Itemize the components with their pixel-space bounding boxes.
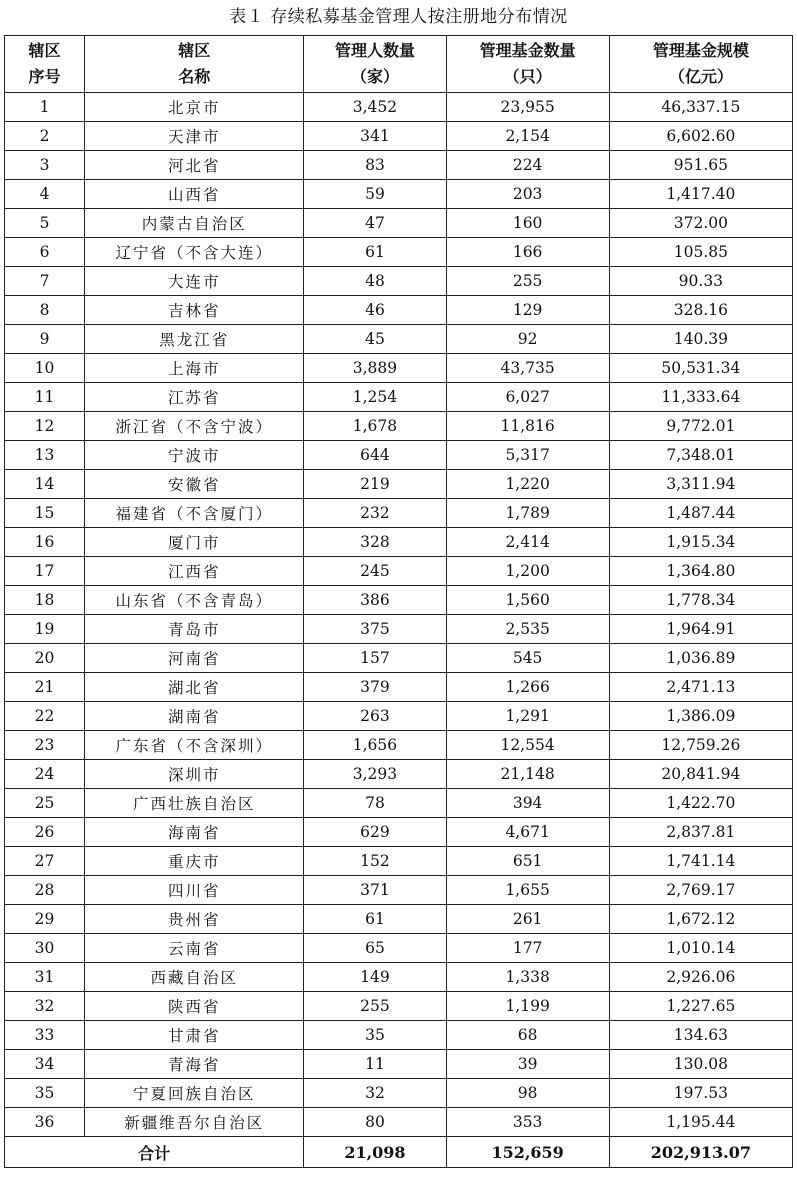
cell-number: 22 [5, 702, 85, 731]
cell-region-name: 湖北省 [85, 673, 304, 702]
cell-fund-scale: 1,010.14 [609, 934, 792, 963]
table-footer [5, 1137, 793, 1168]
cell-number: 27 [5, 847, 85, 876]
cell-fund-scale: 372.00 [609, 209, 792, 238]
cell-fund-scale: 951.65 [609, 151, 792, 180]
cell-fund-count: 545 [446, 644, 609, 673]
cell-region-name: 广东省（不含深圳） [85, 731, 304, 760]
cell-fund-count: 203 [446, 180, 609, 209]
cell-region-name: 新疆维吾尔自治区 [85, 1108, 304, 1137]
cell-manager-count: 61 [304, 905, 446, 934]
cell-number: 3 [5, 151, 85, 180]
cell-fund-count: 166 [446, 238, 609, 267]
cell-region-name: 大连市 [85, 267, 304, 296]
cell-fund-count: 160 [446, 209, 609, 238]
cell-fund-count: 394 [446, 789, 609, 818]
cell-fund-count: 353 [446, 1108, 609, 1137]
cell-fund-count: 255 [446, 267, 609, 296]
cell-region-name: 辽宁省（不含大连） [85, 238, 304, 267]
cell-fund-count: 1,655 [446, 876, 609, 905]
table-row [5, 644, 793, 673]
header-fund-count [446, 36, 609, 93]
cell-number: 19 [5, 615, 85, 644]
cell-fund-scale: 2,926.06 [609, 963, 792, 992]
cell-fund-scale: 7,348.01 [609, 441, 792, 470]
cell-number: 33 [5, 1021, 85, 1050]
cell-region-name: 湖南省 [85, 702, 304, 731]
cell-number: 26 [5, 818, 85, 847]
cell-fund-count: 224 [446, 151, 609, 180]
cell-region-name: 上海市 [85, 354, 304, 383]
cell-fund-scale: 1,422.70 [609, 789, 792, 818]
cell-fund-count: 12,554 [446, 731, 609, 760]
cell-fund-count: 1,789 [446, 499, 609, 528]
cell-fund-count: 1,199 [446, 992, 609, 1021]
header-manager-count [304, 36, 446, 93]
cell-fund-count: 2,414 [446, 528, 609, 557]
cell-manager-count: 341 [304, 122, 446, 151]
cell-number: 15 [5, 499, 85, 528]
cell-fund-scale: 328.16 [609, 296, 792, 325]
total-scale: 202,913.07 [609, 1137, 792, 1168]
cell-fund-count: 2,154 [446, 122, 609, 151]
header-line: 辖区 [178, 41, 211, 60]
cell-fund-scale: 140.39 [609, 325, 792, 354]
cell-region-name: 重庆市 [85, 847, 304, 876]
cell-manager-count: 48 [304, 267, 446, 296]
cell-manager-count: 375 [304, 615, 446, 644]
cell-manager-count: 3,452 [304, 93, 446, 122]
cell-manager-count: 644 [304, 441, 446, 470]
cell-number: 2 [5, 122, 85, 151]
cell-manager-count: 32 [304, 1079, 446, 1108]
table-row [5, 412, 793, 441]
cell-fund-scale: 50,531.34 [609, 354, 792, 383]
cell-number: 7 [5, 267, 85, 296]
cell-manager-count: 3,293 [304, 760, 446, 789]
table-row [5, 818, 793, 847]
header-line: 名称 [178, 67, 211, 86]
cell-number: 1 [5, 93, 85, 122]
cell-region-name: 吉林省 [85, 296, 304, 325]
header-line: 管理人数量 [334, 41, 415, 60]
cell-manager-count: 152 [304, 847, 446, 876]
cell-fund-count: 177 [446, 934, 609, 963]
total-managers: 21,098 [304, 1137, 446, 1168]
cell-manager-count: 35 [304, 1021, 446, 1050]
total-funds: 152,659 [446, 1137, 609, 1168]
cell-region-name: 河北省 [85, 151, 304, 180]
cell-manager-count: 65 [304, 934, 446, 963]
cell-manager-count: 379 [304, 673, 446, 702]
cell-region-name: 江西省 [85, 557, 304, 586]
header-region-name [85, 36, 304, 93]
header-row [5, 36, 793, 93]
total-row [5, 1137, 793, 1168]
cell-fund-count: 68 [446, 1021, 609, 1050]
cell-fund-scale: 3,311.94 [609, 470, 792, 499]
table-row [5, 1108, 793, 1137]
cell-number: 10 [5, 354, 85, 383]
cell-number: 5 [5, 209, 85, 238]
cell-fund-count: 1,338 [446, 963, 609, 992]
cell-fund-scale: 1,036.89 [609, 644, 792, 673]
cell-fund-count: 1,560 [446, 586, 609, 615]
cell-region-name: 云南省 [85, 934, 304, 963]
cell-region-name: 河南省 [85, 644, 304, 673]
table-row [5, 354, 793, 383]
cell-region-name: 厦门市 [85, 528, 304, 557]
table-row [5, 760, 793, 789]
cell-region-name: 西藏自治区 [85, 963, 304, 992]
cell-region-name: 甘肃省 [85, 1021, 304, 1050]
cell-fund-count: 1,266 [446, 673, 609, 702]
cell-number: 25 [5, 789, 85, 818]
cell-fund-scale: 1,741.14 [609, 847, 792, 876]
cell-number: 18 [5, 586, 85, 615]
table-row [5, 1050, 793, 1079]
cell-fund-scale: 2,471.13 [609, 673, 792, 702]
cell-region-name: 安徽省 [85, 470, 304, 499]
cell-fund-count: 1,291 [446, 702, 609, 731]
cell-manager-count: 149 [304, 963, 446, 992]
cell-number: 31 [5, 963, 85, 992]
cell-fund-count: 4,671 [446, 818, 609, 847]
cell-fund-scale: 12,759.26 [609, 731, 792, 760]
table-row [5, 1079, 793, 1108]
cell-fund-scale: 46,337.15 [609, 93, 792, 122]
cell-region-name: 陕西省 [85, 992, 304, 1021]
table-body [5, 93, 793, 1137]
cell-number: 6 [5, 238, 85, 267]
table-row [5, 731, 793, 760]
cell-region-name: 贵州省 [85, 905, 304, 934]
cell-fund-count: 6,027 [446, 383, 609, 412]
cell-fund-scale: 9,772.01 [609, 412, 792, 441]
cell-number: 34 [5, 1050, 85, 1079]
cell-manager-count: 11 [304, 1050, 446, 1079]
cell-fund-scale: 1,915.34 [609, 528, 792, 557]
table-row [5, 470, 793, 499]
table-row [5, 934, 793, 963]
cell-number: 28 [5, 876, 85, 905]
table-row [5, 499, 793, 528]
table-row [5, 673, 793, 702]
cell-manager-count: 46 [304, 296, 446, 325]
cell-manager-count: 3,889 [304, 354, 446, 383]
cell-manager-count: 47 [304, 209, 446, 238]
table-row [5, 905, 793, 934]
table-row [5, 209, 793, 238]
cell-fund-scale: 1,964.91 [609, 615, 792, 644]
table-row [5, 238, 793, 267]
cell-number: 30 [5, 934, 85, 963]
header-line: 管理基金规模 [652, 41, 749, 60]
cell-number: 8 [5, 296, 85, 325]
cell-fund-count: 92 [446, 325, 609, 354]
table-row [5, 847, 793, 876]
table-row [5, 992, 793, 1021]
cell-fund-scale: 105.85 [609, 238, 792, 267]
cell-manager-count: 78 [304, 789, 446, 818]
total-label: 合计 [5, 1137, 304, 1168]
cell-fund-scale: 1,195.44 [609, 1108, 792, 1137]
cell-region-name: 青海省 [85, 1050, 304, 1079]
cell-region-name: 宁夏回族自治区 [85, 1079, 304, 1108]
cell-fund-scale: 1,417.40 [609, 180, 792, 209]
table-row [5, 789, 793, 818]
table-row [5, 702, 793, 731]
cell-fund-scale: 134.63 [609, 1021, 792, 1050]
cell-fund-scale: 1,227.65 [609, 992, 792, 1021]
table-row [5, 876, 793, 905]
table-row [5, 528, 793, 557]
cell-fund-count: 98 [446, 1079, 609, 1108]
cell-manager-count: 629 [304, 818, 446, 847]
cell-region-name: 广西壮族自治区 [85, 789, 304, 818]
cell-region-name: 黑龙江省 [85, 325, 304, 354]
header-line: （家） [350, 67, 399, 86]
cell-region-name: 深圳市 [85, 760, 304, 789]
cell-fund-count: 21,148 [446, 760, 609, 789]
table-row [5, 383, 793, 412]
cell-manager-count: 263 [304, 702, 446, 731]
table-title: 表１ 存续私募基金管理人按注册地分布情况 [229, 7, 568, 27]
cell-fund-scale: 11,333.64 [609, 383, 792, 412]
table-row [5, 122, 793, 151]
cell-number: 9 [5, 325, 85, 354]
cell-fund-count: 5,317 [446, 441, 609, 470]
cell-manager-count: 157 [304, 644, 446, 673]
cell-number: 32 [5, 992, 85, 1021]
cell-fund-count: 11,816 [446, 412, 609, 441]
cell-manager-count: 328 [304, 528, 446, 557]
cell-fund-scale: 1,364.80 [609, 557, 792, 586]
cell-fund-scale: 20,841.94 [609, 760, 792, 789]
cell-manager-count: 219 [304, 470, 446, 499]
cell-number: 12 [5, 412, 85, 441]
cell-fund-scale: 2,837.81 [609, 818, 792, 847]
cell-number: 35 [5, 1079, 85, 1108]
header-line: 辖区 [28, 41, 61, 60]
cell-manager-count: 245 [304, 557, 446, 586]
table-row [5, 586, 793, 615]
cell-fund-count: 1,220 [446, 470, 609, 499]
cell-manager-count: 371 [304, 876, 446, 905]
cell-fund-scale: 90.33 [609, 267, 792, 296]
cell-fund-scale: 1,386.09 [609, 702, 792, 731]
header-region-number [5, 36, 85, 93]
table-row [5, 1021, 793, 1050]
cell-fund-scale: 2,769.17 [609, 876, 792, 905]
cell-number: 4 [5, 180, 85, 209]
registration-distribution-table [4, 35, 793, 1168]
cell-manager-count: 1,656 [304, 731, 446, 760]
cell-region-name: 山东省（不含青岛） [85, 586, 304, 615]
cell-fund-count: 43,735 [446, 354, 609, 383]
header-line: （亿元） [668, 67, 733, 86]
cell-number: 14 [5, 470, 85, 499]
cell-manager-count: 80 [304, 1108, 446, 1137]
header-line: 管理基金数量 [479, 41, 576, 60]
cell-fund-count: 261 [446, 905, 609, 934]
cell-manager-count: 1,254 [304, 383, 446, 412]
cell-region-name: 福建省（不含厦门） [85, 499, 304, 528]
cell-number: 24 [5, 760, 85, 789]
cell-number: 20 [5, 644, 85, 673]
cell-manager-count: 386 [304, 586, 446, 615]
cell-manager-count: 59 [304, 180, 446, 209]
cell-fund-count: 23,955 [446, 93, 609, 122]
header-line: （只） [503, 67, 552, 86]
cell-region-name: 天津市 [85, 122, 304, 151]
cell-region-name: 北京市 [85, 93, 304, 122]
cell-fund-count: 39 [446, 1050, 609, 1079]
cell-fund-scale: 1,672.12 [609, 905, 792, 934]
cell-fund-count: 1,200 [446, 557, 609, 586]
cell-number: 23 [5, 731, 85, 760]
cell-fund-scale: 1,487.44 [609, 499, 792, 528]
cell-fund-count: 129 [446, 296, 609, 325]
cell-region-name: 海南省 [85, 818, 304, 847]
table-row [5, 93, 793, 122]
cell-fund-scale: 1,778.34 [609, 586, 792, 615]
table-row [5, 180, 793, 209]
cell-manager-count: 255 [304, 992, 446, 1021]
cell-fund-scale: 197.53 [609, 1079, 792, 1108]
cell-number: 17 [5, 557, 85, 586]
cell-region-name: 浙江省（不含宁波） [85, 412, 304, 441]
cell-number: 29 [5, 905, 85, 934]
cell-region-name: 青岛市 [85, 615, 304, 644]
table-row [5, 151, 793, 180]
cell-manager-count: 45 [304, 325, 446, 354]
cell-manager-count: 1,678 [304, 412, 446, 441]
table-row [5, 296, 793, 325]
header-fund-scale [609, 36, 792, 93]
cell-number: 21 [5, 673, 85, 702]
cell-fund-count: 651 [446, 847, 609, 876]
table-row [5, 615, 793, 644]
cell-fund-scale: 6,602.60 [609, 122, 792, 151]
cell-region-name: 宁波市 [85, 441, 304, 470]
cell-region-name: 内蒙古自治区 [85, 209, 304, 238]
cell-region-name: 山西省 [85, 180, 304, 209]
cell-number: 11 [5, 383, 85, 412]
cell-number: 36 [5, 1108, 85, 1137]
table-row [5, 441, 793, 470]
cell-manager-count: 83 [304, 151, 446, 180]
cell-number: 13 [5, 441, 85, 470]
header-line: 序号 [28, 67, 61, 86]
table-row [5, 963, 793, 992]
table-row [5, 557, 793, 586]
cell-manager-count: 61 [304, 238, 446, 267]
cell-region-name: 四川省 [85, 876, 304, 905]
cell-region-name: 江苏省 [85, 383, 304, 412]
table-header [5, 36, 793, 93]
table-row [5, 267, 793, 296]
table-row [5, 325, 793, 354]
cell-fund-scale: 130.08 [609, 1050, 792, 1079]
cell-number: 16 [5, 528, 85, 557]
cell-manager-count: 232 [304, 499, 446, 528]
cell-fund-count: 2,535 [446, 615, 609, 644]
